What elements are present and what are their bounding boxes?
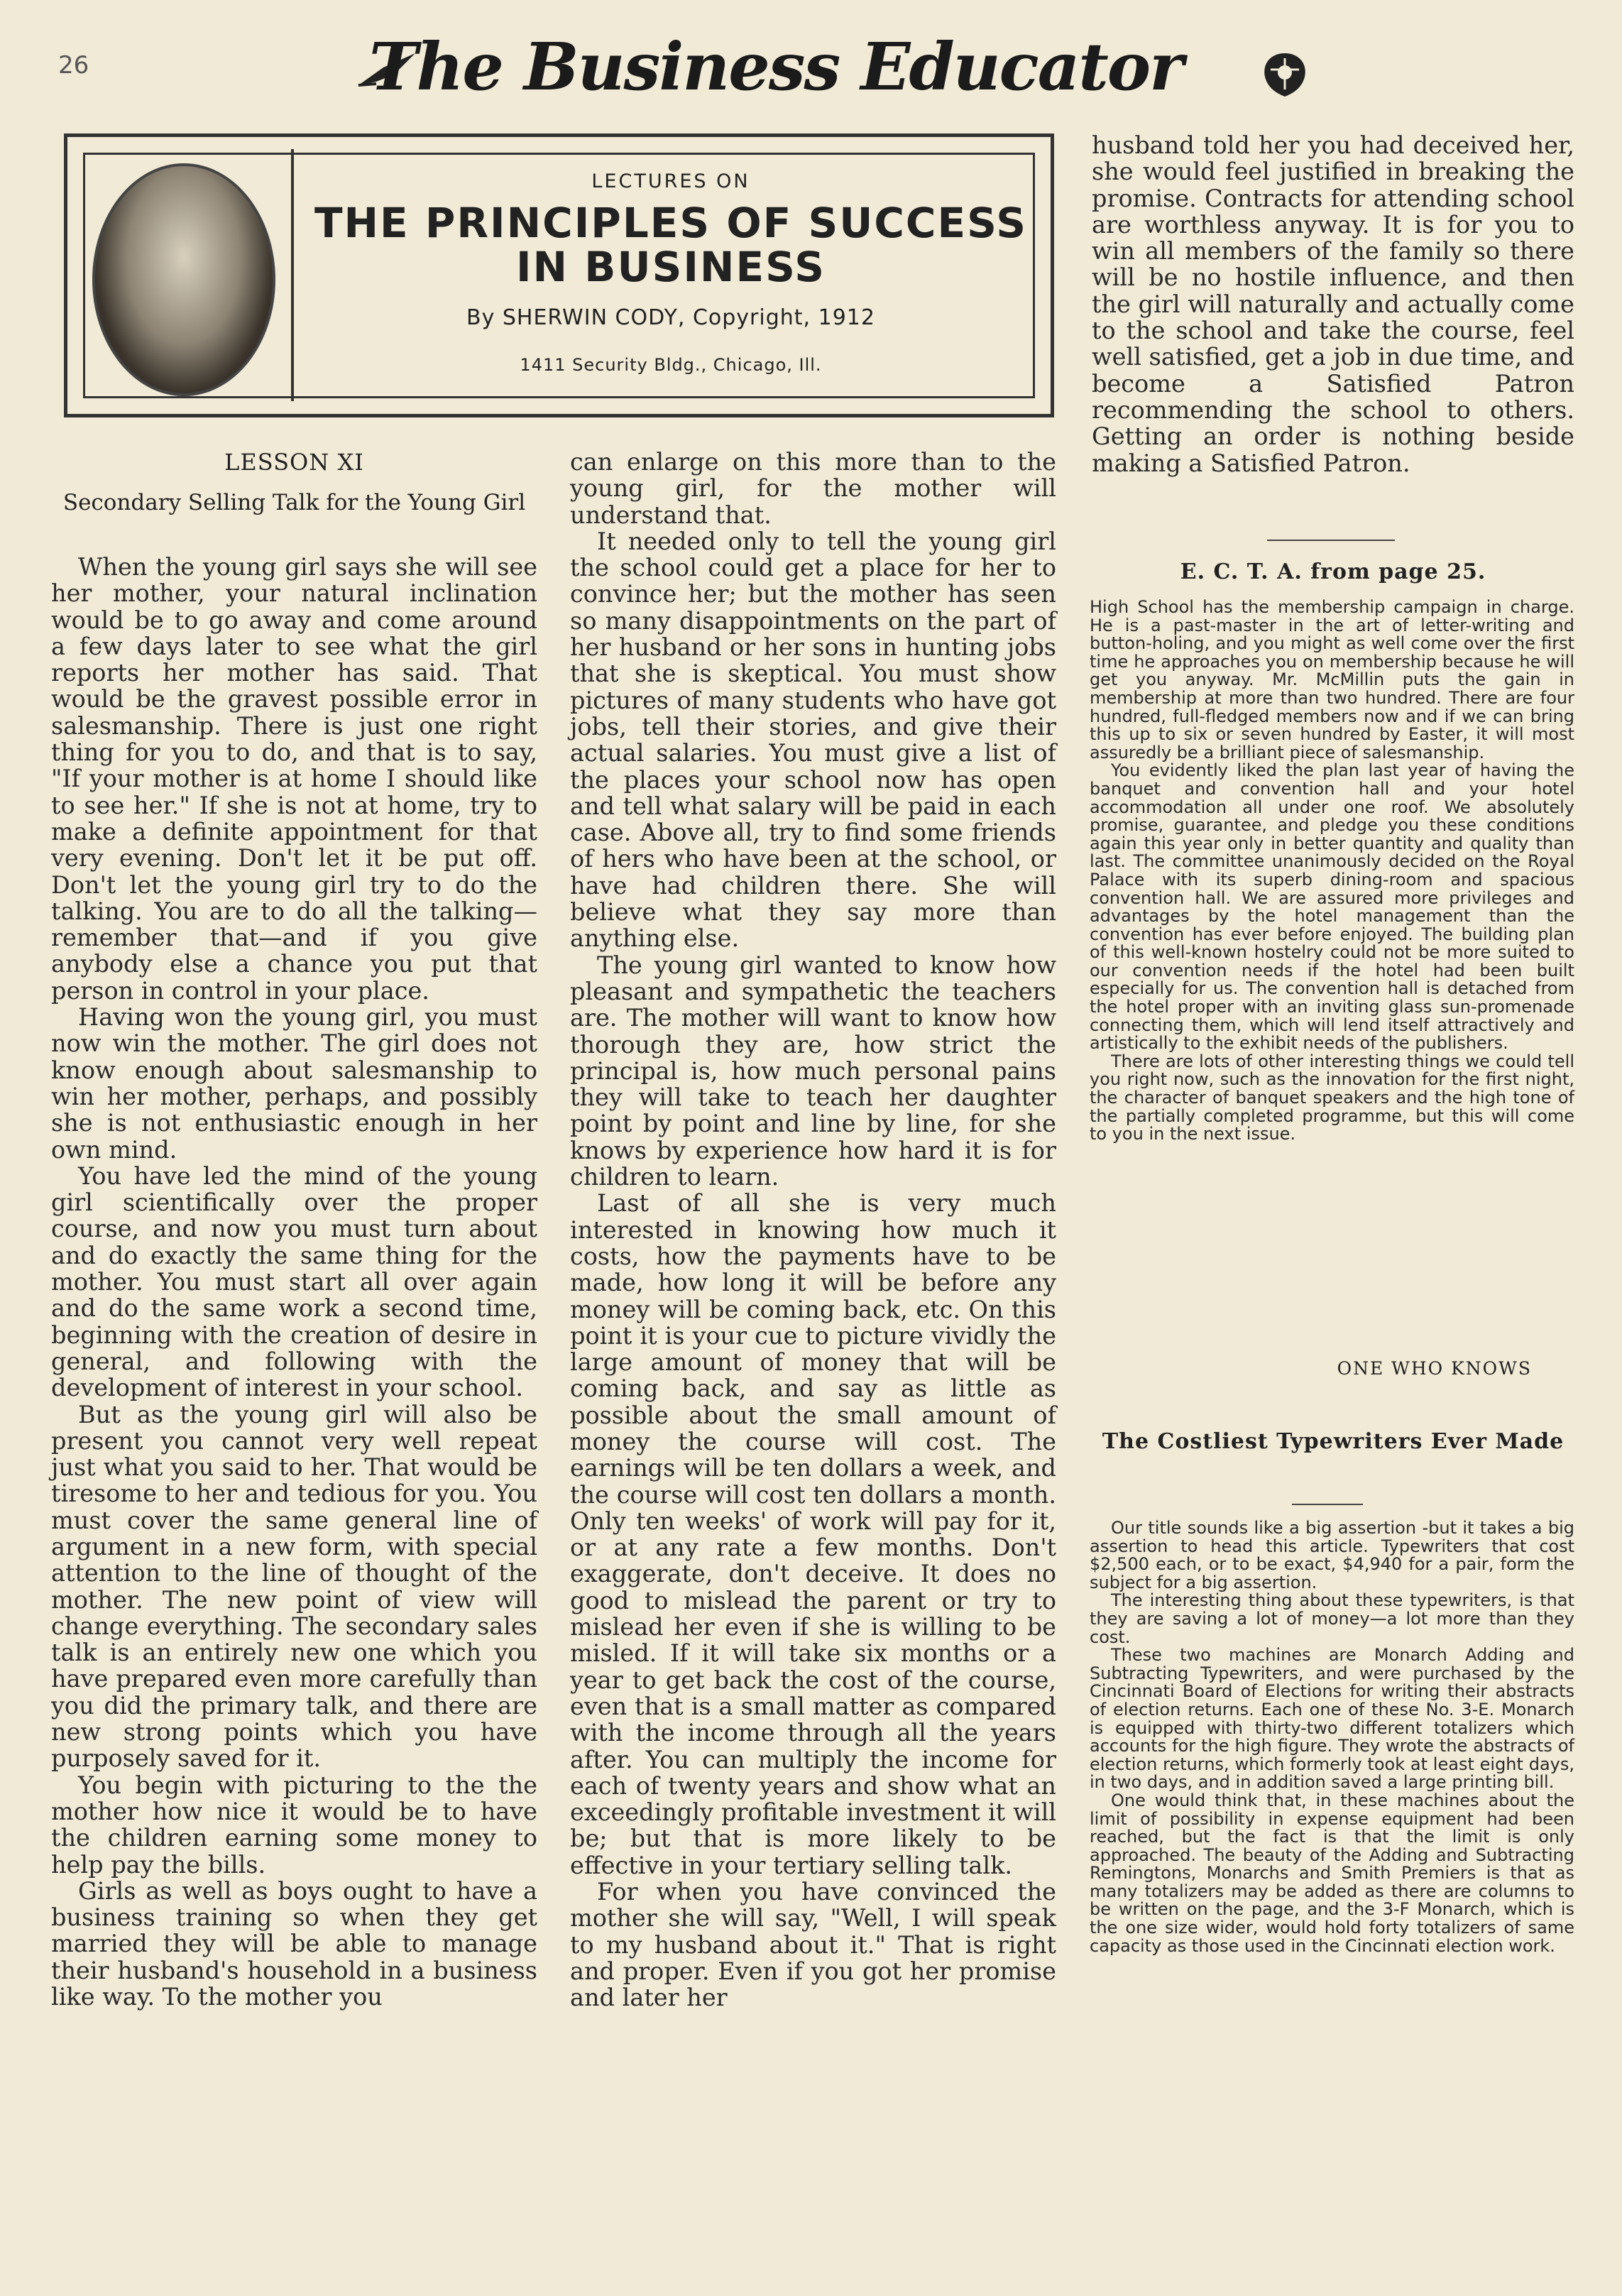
body-column-1 — [51, 554, 537, 2010]
section-divider — [1267, 540, 1395, 541]
paragraph: You have led the mind of the young girl scientifically over the proper course, and now you must turn about and do exactly the same thing for the mother. You must start all over again and do the same work a second time, beginning with the creation of desire in general, and following with the development of interest in your school. — [51, 1161, 537, 1402]
paragraph: Last of all she is very much interested in knowing how much it costs, how the payments have to be made, how long it will be before any money will be coming back, etc. On this point it is your cue to picture vividly the large amount of money that will be coming back, and say as little as possible about the small amount of money the course will cost. The earnings will be ten dollars a week, and the course will cost ten dollars a month. Only ten weeks' of work will pay for it, or at any rate a few months. Don't exaggerate, don't deceive. It does no good to mislead the parent or try to mislead her even if she is willing to be misled. If it will take six months or a year to get back the cost of the course, even that is a small matter as compared with the income through all the years after. You can multiply the income for each of twenty years and show what an exceedingly profitable investment it will be; but that is more likely to be effective in your tertiary selling talk. — [570, 1189, 1056, 1879]
masthead-title: The Business Educator — [369, 28, 1183, 105]
lesson-number: LESSON XI — [224, 449, 364, 476]
paragraph: You evidently liked the plan last year of having the banquet and convention hall and your hotel accommodation all under one roof. We absolutely promise, guarantee, and pledge you these conditions again this year only in better quantity and quality than last. The committee unanimously decided on the Royal Palace with its superb dining-room and spacious convention hall. We are assured more privileges and advantages by the hotel management than the convention has ever before enjoyed. The building plan of this well-known hostelry could not be more suited to our convention needs if the hotel had been built especially for us. The convention hall is detached from the hotel proper with an inviting glass sun-promenade connecting them, which will lend itself attractively and artistically to the exhibit needs of the publishers. — [1090, 760, 1574, 1054]
ecta-heading: E. C. T. A. from page 25. — [1180, 559, 1486, 584]
paragraph: husband told her you had deceived her, she would feel justified in breaking the promise. Contracts for attending school are worthless anyway. It is for you to win all members of the family so there will be no hostile influence, and then the girl will naturally and actually come to the school and take the course, feel well satisfied, get a job in due time, and become a Satisfied Patron recommending the school to others. Getting an order is nothing beside making a Satisfied Patron. — [1092, 131, 1574, 477]
article-title-line1: THE PRINCIPLES OF SUCCESS — [314, 199, 1028, 247]
typewriters-heading: The Costliest Typewriters Ever Made — [1102, 1429, 1565, 1454]
body-column-3 — [1092, 132, 1574, 476]
ecta-signoff: ONE WHO KNOWS — [1337, 1358, 1532, 1379]
paragraph: It needed only to tell the young girl the school could get a place for her to convince her; but the mother has seen so many disappointments on the part of her husband or her sons in hunting jobs that she is skeptical. You must show pictures of many students who have got jobs, tell their stories, and give their actual salaries. You must give a list of the places your school now has open and tell what salary will be paid in each case. Above all, try to find some friends of hers who have been at the school, or have had children there. She will believe what they say more than anything else. — [570, 527, 1056, 953]
paragraph: High School has the membership campaign in charge. He is a past-master in the art of letter-writing and button-holing, and you might as well come over the first time he approaches you on membership because he will get you anyway. Mr. McMillin puts the gain in membership at more than two hundred. There are four hundred, full-fledged members now and if we can bring this up to six or seven hundred by Easter, it will most assuredly be a brilliant piece of salesmanship. — [1090, 597, 1574, 762]
article-byline: By SHERWIN CODY, Copyright, 1912 — [466, 305, 875, 330]
paragraph: The young girl wanted to know how pleasant and sympathetic the teachers are. The mother will want to know how thorough they are, how strict the principal is, how much personal pains they will take to teach her daughter point by point and line by line, for she knows by experience how hard it is for children to learn. — [570, 951, 1056, 1191]
emblem-ornament-icon — [1256, 50, 1313, 102]
paragraph: Having won the young girl, you must now win the mother. The girl does not know enough about salesmanship to win her mother, perhaps, and possibly she is not enthusiastic enough in her own mind. — [51, 1003, 537, 1164]
lectures-on-label: LECTURES ON — [591, 170, 750, 192]
paragraph: Our title sounds like a big assertion -but it takes a big assertion to head this article. Typewriters that cost $2,500 each, or to be exact, $4,940 for a pair, form the subject for a big assertion. — [1090, 1518, 1574, 1592]
paragraph: These two machines are Monarch Adding and Subtracting Typewriters, and were purchased by the Cincinnati Board of Elections for writing their abstracts of election returns. Each one of these No. 3-E. Monarch is equipped with thirty-two different totalizers which accounts for the high figure. They wrote the abstracts of election returns, which formerly took at least eight days, in two days, and in addition saved a large printing bill. — [1090, 1645, 1574, 1793]
paragraph: Girls as well as boys ought to have a business training so when they get married they will be able to manage their husband's household in a business like way. To the mother you — [51, 1876, 537, 2011]
paragraph: But as the young girl will also be present you cannot very well repeat just what you said to her. That would be tiresome to her and tedious for you. You must cover the same general line of argument in a new form, with special attention to the line of thought of the mother. The new point of view will change everything. The secondary sales talk is an entirely new one which you have prepared even more carefully than you did the primary talk, and there are new strong points which you have purposely saved for it. — [51, 1400, 537, 1773]
body-column-2 — [570, 449, 1056, 2011]
paragraph: One would think that, in these machines about the limit of possibility in expense equipment had been reached, but the fact is that the limit is only approached. The beauty of the Adding and Subtracting Remingtons, Monarchs and Smith Premiers is that as many totalizers may be added as there are columns to be written on the page, and the 3-F Monarch, which is the one size wider, would hold forty totalizers of same capacity as those used in the Cincinnati election work. — [1090, 1790, 1574, 1956]
ecta-body — [1090, 598, 1574, 1144]
paragraph: can enlarge on this more than to the young girl, for the mother will understand that. — [570, 448, 1056, 529]
typewriters-body — [1090, 1519, 1574, 1955]
paragraph: For when you have convinced the mother she will say, "Well, I will speak to my husband about it." That is right and proper. Even if you got her promise and later her — [570, 1878, 1056, 2012]
author-address: 1411 Security Bldg., Chicago, Ill. — [520, 355, 822, 375]
section-divider — [1292, 1504, 1363, 1505]
paragraph: There are lots of other interesting things we could tell you right now, such as the innovation for the first night, the character of banquet speakers and the high tone of the partially completed programme, but this will come to you in the next issue. — [1090, 1051, 1574, 1144]
header-divider — [291, 149, 294, 401]
article-title-line2: IN BUSINESS — [515, 243, 826, 291]
lesson-subhead: Secondary Selling Talk for the Young Girl — [62, 490, 526, 515]
paragraph: You begin with picturing to the the mother how nice it would be to have the children earning some money to help pay the bills. — [51, 1771, 537, 1879]
author-portrait — [92, 163, 275, 396]
page-number: 26 — [58, 51, 89, 80]
paragraph: The interesting thing about these typewriters, is that they are saving a lot of money—a lot more than they cost. — [1090, 1590, 1574, 1647]
paragraph: When the young girl says she will see her mother, your natural inclination would be to go away and come around a few days later to see what the girl reports her mother has said. That would be the gravest possible error in salesmanship. There is just one right thing for you to do, and that is to say, "If your mother is at home I should like to see her." If she is not at home, try to make a definite appointment for that very evening. Don't let it be put off. Don't let the young girl try to do the talking. You are to do all the talking—remember that—and if you give anybody else a chance you put that person in control in your place. — [51, 553, 537, 1005]
